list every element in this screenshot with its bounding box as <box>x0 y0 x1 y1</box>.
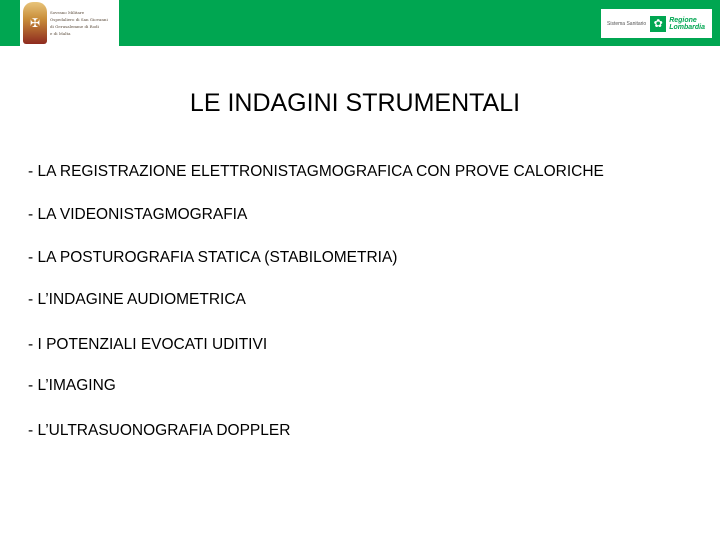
list-item: - LA REGISTRAZIONE ELETTRONISTAGMOGRAFICA CON PROVE CALORICHE <box>28 163 604 180</box>
list-item: - L’ULTRASUONOGRAFIA DOPPLER <box>28 422 291 439</box>
sistema-sanitario-label: Sistema Sanitario <box>607 20 647 27</box>
hospital-logo-line: e di Malta <box>50 31 71 36</box>
hospital-logo-line: di Gerusalemme di Rodi <box>50 24 99 29</box>
regione-lombardia-logo <box>601 9 712 38</box>
hospital-logo-line: Ospedaliero di San Giovanni <box>50 17 108 22</box>
hospital-logo <box>20 0 119 46</box>
regione-label-line2: Lombardia <box>669 23 705 31</box>
crest-icon: ✠ <box>23 2 47 44</box>
list-item: - LA POSTUROGRAFIA STATICA (STABILOMETRIA) <box>28 249 398 266</box>
hospital-logo-line: Sovrano Militare <box>50 10 85 15</box>
regione-label-line1: Regione <box>669 16 697 24</box>
list-item: - LA VIDEONISTAGMOGRAFIA <box>28 206 248 223</box>
header-bar <box>0 0 720 46</box>
slide-title: LE INDAGINI STRUMENTALI <box>189 89 521 117</box>
hospital-logo-text <box>50 9 116 37</box>
list-item: - L’INDAGINE AUDIOMETRICA <box>28 291 246 308</box>
list-item: - L’IMAGING <box>28 377 116 394</box>
regione-lombardia-rose-icon: ✿ <box>650 16 666 32</box>
regione-lombardia-label <box>669 17 705 31</box>
list-item: - I POTENZIALI EVOCATI UDITIVI <box>28 336 268 353</box>
